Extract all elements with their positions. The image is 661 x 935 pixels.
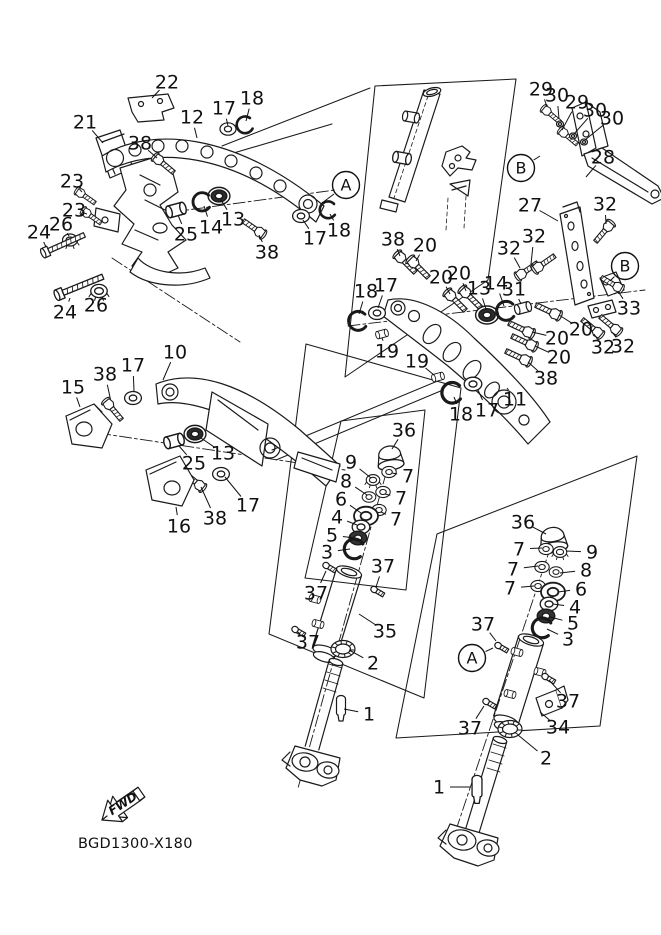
part-label-24: 24 <box>26 221 52 244</box>
part-label-5: 5 <box>566 612 580 635</box>
part-label-30: 30 <box>544 84 570 107</box>
part-label-1: 1 <box>362 703 376 726</box>
part-label-6: 6 <box>574 578 588 601</box>
leader-line <box>355 487 367 495</box>
leader-line <box>201 487 211 508</box>
part-label-23: 23 <box>61 199 87 222</box>
part-label-23: 23 <box>59 170 85 193</box>
part-label-37: 37 <box>555 690 581 713</box>
part-label-26: 26 <box>48 213 74 236</box>
part-label-17: 17 <box>120 354 146 377</box>
part-label-30: 30 <box>599 107 625 130</box>
part-label-13: 13 <box>220 208 246 231</box>
leader-line <box>163 362 171 380</box>
part-label-12: 12 <box>179 106 205 129</box>
part-label-17: 17 <box>373 274 399 297</box>
part-label-27: 27 <box>517 194 543 217</box>
leader-line <box>195 128 198 138</box>
part-label-A: A <box>466 648 478 668</box>
part-label-37: 37 <box>470 613 496 636</box>
leader-line <box>133 376 134 391</box>
part-label-20: 20 <box>412 234 438 257</box>
part-label-20: 20 <box>544 327 570 350</box>
part-label-19: 19 <box>374 340 400 363</box>
part-label-7: 7 <box>389 508 403 531</box>
part-label-18: 18 <box>239 87 265 110</box>
leader-line <box>246 109 249 121</box>
part-label-7: 7 <box>401 465 415 488</box>
part-label-32: 32 <box>590 336 616 359</box>
part-label-25: 25 <box>181 452 207 475</box>
part-label-19: 19 <box>404 350 430 373</box>
part-label-7: 7 <box>503 577 517 600</box>
part-label-8: 8 <box>579 559 593 582</box>
leader-line <box>376 576 380 587</box>
part-label-10: 10 <box>162 341 188 364</box>
part-label-8: 8 <box>339 470 353 493</box>
part-label-31: 31 <box>501 278 527 301</box>
part-label-18: 18 <box>353 280 379 303</box>
part-label-25: 25 <box>173 223 199 246</box>
part-label-32: 32 <box>521 225 547 248</box>
part-label-38: 38 <box>254 241 280 264</box>
part-label-16: 16 <box>166 515 192 538</box>
part-label-24: 24 <box>52 301 78 324</box>
part-label-32: 32 <box>592 193 618 216</box>
leader-line <box>518 735 538 751</box>
part-label-B: B <box>619 256 631 276</box>
part-label-1: 1 <box>432 776 446 799</box>
part-label-38: 38 <box>380 228 406 251</box>
part-label-5: 5 <box>325 524 339 547</box>
part-label-6: 6 <box>334 488 348 511</box>
part-callout-layer <box>27 72 641 799</box>
leader-line <box>558 106 559 119</box>
part-label-17: 17 <box>235 494 261 517</box>
part-label-38: 38 <box>533 367 559 390</box>
part-label-36: 36 <box>510 511 536 534</box>
part-label-36: 36 <box>391 419 417 442</box>
leader-line <box>531 247 533 264</box>
part-label-18: 18 <box>448 403 474 426</box>
part-label-37: 37 <box>295 631 321 654</box>
part-label-20: 20 <box>446 262 472 285</box>
part-label-7: 7 <box>506 558 520 581</box>
part-label-20: 20 <box>546 346 572 369</box>
leader-line <box>486 648 494 652</box>
leader-line <box>540 211 558 222</box>
part-label-15: 15 <box>60 376 86 399</box>
leader-line <box>566 551 581 552</box>
part-label-37: 37 <box>457 717 483 740</box>
part-label-13: 13 <box>466 277 492 300</box>
drawing-code: BGD1300-X180 <box>78 836 193 852</box>
leader-line <box>344 709 358 712</box>
part-label-29: 29 <box>564 91 590 114</box>
part-label-20: 20 <box>428 266 454 289</box>
leader-line <box>321 571 326 583</box>
part-label-2: 2 <box>539 747 553 770</box>
part-label-37: 37 <box>303 582 329 605</box>
part-label-26: 26 <box>83 294 109 317</box>
part-label-11: 11 <box>502 388 528 411</box>
leader-line <box>378 295 382 308</box>
part-label-38: 38 <box>127 132 153 155</box>
part-label-37: 37 <box>370 555 396 578</box>
part-label-28: 28 <box>590 146 616 169</box>
leader-line <box>530 548 542 549</box>
part-label-38: 38 <box>202 507 228 530</box>
part-label-29: 29 <box>528 78 554 101</box>
part-label-20: 20 <box>568 318 594 341</box>
part-label-34: 34 <box>545 716 571 739</box>
leader-line <box>534 156 540 160</box>
part-label-7: 7 <box>394 487 408 510</box>
steering-head-tube <box>380 86 476 230</box>
part-label-2: 2 <box>366 652 380 675</box>
leader-line <box>360 469 371 478</box>
part-label-13: 13 <box>210 442 236 465</box>
part-label-38: 38 <box>92 363 118 386</box>
leader-line <box>77 397 80 407</box>
part-label-21: 21 <box>72 111 98 134</box>
part-label-9: 9 <box>585 541 599 564</box>
part-label-35: 35 <box>372 620 398 643</box>
part-label-3: 3 <box>320 541 334 564</box>
fwd-arrow-label: FWD <box>105 789 140 819</box>
part-label-3: 3 <box>561 628 575 651</box>
part-label-4: 4 <box>568 596 582 619</box>
part-label-33: 33 <box>616 297 642 320</box>
part-label-17: 17 <box>211 97 237 120</box>
leader-line <box>107 385 110 397</box>
part-label-14: 14 <box>198 216 224 239</box>
part-label-17: 17 <box>302 227 328 250</box>
part-label-18: 18 <box>326 219 352 242</box>
part-label-4: 4 <box>330 506 344 529</box>
part-label-17: 17 <box>474 399 500 422</box>
part-label-22: 22 <box>154 71 180 94</box>
leader-line <box>547 629 558 634</box>
part-label-32: 32 <box>496 237 522 260</box>
part-label-30: 30 <box>582 99 608 122</box>
part-label-B: B <box>515 158 527 178</box>
part-label-A: A <box>340 175 352 195</box>
part-label-14: 14 <box>483 272 509 295</box>
part-label-9: 9 <box>344 451 358 474</box>
part-label-32: 32 <box>610 335 636 358</box>
leader-line <box>606 215 607 224</box>
part-label-7: 7 <box>512 538 526 561</box>
leader-line <box>176 507 177 515</box>
leader-line <box>562 112 572 130</box>
